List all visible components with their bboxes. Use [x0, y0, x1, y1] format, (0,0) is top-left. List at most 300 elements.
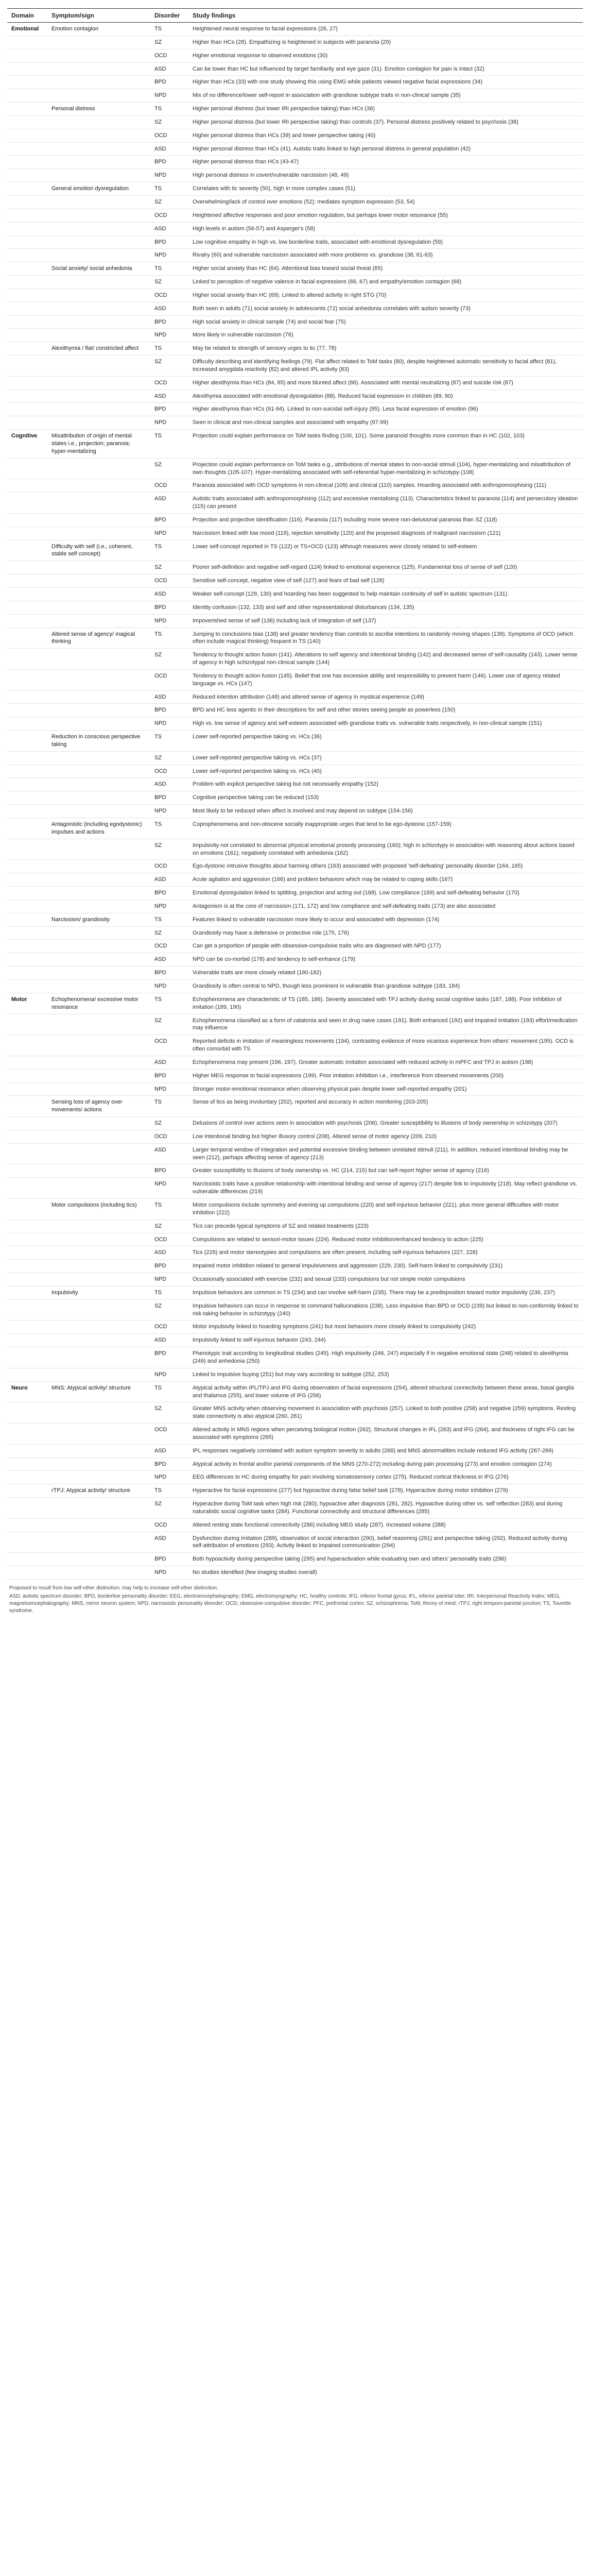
finding-cell: Dysfunction during imitation (289), observation of social interaction (290), belief reasoning (291) and perspective taking (292). Reduced activity during self-attribution of emotions (293). Activity linked to impaired communication (294) [188, 1532, 583, 1553]
symptom-cell [47, 1082, 150, 1096]
table-row [7, 62, 583, 76]
disorder-cell: BPD [150, 601, 188, 614]
table-row [7, 1498, 583, 1519]
finding-cell: Higher emotional response to observed emotions (30) [188, 49, 583, 62]
domain-cell: Neuro [7, 1381, 47, 1402]
table-row [7, 1484, 583, 1498]
symptom-cell [47, 1518, 150, 1532]
table-row [7, 389, 583, 403]
disorder-cell: BPD [150, 513, 188, 527]
header-row [7, 9, 583, 23]
finding-cell: Impulsive behaviors are common in TS (234) and can involve self-harm (235). There may be a predisposition toward motor impulsivity (236, 237) [188, 1286, 583, 1299]
domain-cell [7, 1518, 47, 1532]
disorder-cell: ASD [150, 587, 188, 601]
disorder-cell: OCD [150, 860, 188, 873]
symptom-cell: Misattribution of origin of mental states i.e., projection; paranoia; hyper-mentalizing [47, 430, 150, 459]
domain-cell [7, 818, 47, 839]
table-row [7, 1381, 583, 1402]
symptom-cell [47, 765, 150, 778]
disorder-cell: NPD [150, 979, 188, 993]
disorder-cell: OCD [150, 940, 188, 953]
domain-cell [7, 791, 47, 805]
finding-cell: Higher personal distress (but lower IRI perspective taking) than HCs (36) [188, 103, 583, 116]
domain-cell [7, 156, 47, 169]
symptom-cell: Altered sense of agency/ magical thinking [47, 628, 150, 649]
finding-cell: Impoverished sense of self (136) including lack of integration of self (137) [188, 614, 583, 628]
finding-cell: Overwhelming/lack of control over emotions (52); mediates symptom expression (53, 54) [188, 195, 583, 209]
finding-cell: Hyperactive for facial expressions (277) but hypoactive during false belief task (278). Hyperactive during motor inhibition (279) [188, 1484, 583, 1498]
disorder-cell: TS [150, 182, 188, 196]
finding-cell: Low intentional binding but higher illusory control (208). Altered sense of motor agency (209, 210) [188, 1130, 583, 1143]
disorder-cell: ASD [150, 1532, 188, 1553]
table-row [7, 818, 583, 839]
table-row [7, 479, 583, 493]
domain-cell [7, 1130, 47, 1143]
disorder-cell: SZ [150, 276, 188, 289]
symptom-cell [47, 479, 150, 493]
domain-cell [7, 289, 47, 302]
disorder-cell: OCD [150, 129, 188, 142]
symptom-cell [47, 169, 150, 182]
domain-cell [7, 1286, 47, 1299]
symptom-cell [47, 289, 150, 302]
domain-cell [7, 315, 47, 329]
domain-cell [7, 36, 47, 49]
symptom-cell: Social anxiety/ social anhedonia [47, 262, 150, 276]
domain-cell [7, 1553, 47, 1566]
finding-cell: Lower self-reported perspective taking vs. HCs (37) [188, 751, 583, 765]
symptom-cell [47, 276, 150, 289]
finding-cell: Both seen in adults (71) social anxiety in adolescents (72) social anhedonia correlates with autism severity (73) [188, 302, 583, 315]
domain-cell [7, 342, 47, 355]
domain-cell [7, 1532, 47, 1553]
finding-cell: Can get a proportion of people with obsessive-compulsive traits who are diagnosed with NPD (177) [188, 940, 583, 953]
table-row [7, 1566, 583, 1580]
table-row [7, 182, 583, 196]
disorder-cell: TS [150, 540, 188, 561]
table-row [7, 1233, 583, 1246]
table-row [7, 355, 583, 377]
domain-cell [7, 1035, 47, 1056]
symptom-cell [47, 315, 150, 329]
table-row [7, 262, 583, 276]
table-row [7, 289, 583, 302]
finding-cell: Paranoia associated with OCD symptoms in non-clinical (109) and clinical (110) samples. Hoarding associated with anthropomorphising (111) [188, 479, 583, 493]
finding-cell: Impulsivity not correlated to abnormal physical emotional prosody processing (160); high in schizotypy in association with reasoning about actions based on emotions (161); negatively correlated with anhedonia (162) [188, 839, 583, 860]
disorder-cell: ASD [150, 1334, 188, 1347]
domain-cell [7, 1444, 47, 1458]
finding-cell: Jumping to conclusions bias (138) and greater tendency than controls to ascribe intentions to randomly moving shapes (139). Symptoms of OCD (which often include magical thinking) frequent in TS (140) [188, 628, 583, 649]
domain-cell [7, 235, 47, 249]
symptom-cell [47, 1233, 150, 1246]
domain-cell [7, 765, 47, 778]
symptom-cell [47, 36, 150, 49]
table-row [7, 115, 583, 129]
disorder-cell: NPD [150, 805, 188, 818]
table-row [7, 1368, 583, 1381]
disorder-cell: TS [150, 1199, 188, 1220]
disorder-cell: NPD [150, 89, 188, 103]
table-row [7, 142, 583, 156]
table-row [7, 873, 583, 887]
disorder-cell: ASD [150, 493, 188, 514]
table-row [7, 169, 583, 182]
domain-cell [7, 49, 47, 62]
finding-cell: Sensitive self-concept, negative view of self (127) and fears of bad self (128) [188, 574, 583, 588]
disorder-cell: SZ [150, 195, 188, 209]
disorder-cell: BPD [150, 156, 188, 169]
domain-cell [7, 887, 47, 900]
table-row [7, 1143, 583, 1164]
symptom-cell [47, 860, 150, 873]
symptom-cell [47, 574, 150, 588]
finding-cell: Rivalry (60) and vulnerable narcissism associated with more problems vs. grandiose (38, 61-63) [188, 249, 583, 262]
finding-cell: Higher personal distress (but lower IRI perspective taking) than controls (37). Personal distress positively related to psychosis (38) [188, 115, 583, 129]
table-row [7, 1273, 583, 1286]
symptom-cell [47, 209, 150, 222]
symptom-cell [47, 76, 150, 89]
domain-cell [7, 574, 47, 588]
symptom-cell [47, 62, 150, 76]
finding-cell: Autistic traits associated with anthropomorphising (112) and excessive mentalising (113). Characteristics linked to paranoia (114) and persecutory ideation (115) can present [188, 493, 583, 514]
symptom-cell [47, 1035, 150, 1056]
table-row [7, 791, 583, 805]
disorder-cell: NPD [150, 1471, 188, 1484]
table-row [7, 249, 583, 262]
domain-cell [7, 1458, 47, 1471]
disorder-cell: TS [150, 1381, 188, 1402]
domain-cell [7, 751, 47, 765]
finding-cell: Higher social anxiety than HC (69). Linked to altered activity in right STG (70) [188, 289, 583, 302]
domain-cell [7, 669, 47, 690]
domain-cell [7, 1233, 47, 1246]
finding-cell: Atypical activity within IPL/TPJ and IFG during observation of facial expressions (254), altered structural connectivity between these areas, basal ganglia and thalamus (255), and lower volume of IFG (256) [188, 1381, 583, 1402]
symptom-cell [47, 49, 150, 62]
domain-cell [7, 329, 47, 342]
table-row [7, 669, 583, 690]
disorder-cell: ASD [150, 302, 188, 315]
disorder-cell: OCD [150, 765, 188, 778]
table-row [7, 953, 583, 967]
disorder-cell: SZ [150, 458, 188, 479]
finding-cell: Greater MNS activity when observing movement in association with psychosis (257). Linked to both positive (258) and negative (259) symptoms. Resting state connectivity is also atypical (260, 261) [188, 1402, 583, 1423]
finding-cell: Acute agitation and aggression (166) and problem behaviors which may be related to coping skills (167) [188, 873, 583, 887]
finding-cell: Correlates with tic severity (50), high in more complex cases (51) [188, 182, 583, 196]
disorder-cell: NPD [150, 1178, 188, 1199]
domain-cell [7, 979, 47, 993]
symptom-cell [47, 1347, 150, 1368]
symptom-cell: Reduction in conscious perspective taking [47, 731, 150, 752]
domain-cell [7, 778, 47, 791]
header-findings: Study findings [188, 9, 583, 23]
disorder-cell: ASD [150, 222, 188, 235]
domain-cell [7, 195, 47, 209]
finding-cell: Higher than HCs (33) with one study showing this using EMG while patients viewed negative facial expressions (34) [188, 76, 583, 89]
finding-cell: Sense of tics as being involuntary (202), reported and accuracy in action monitoring (203-205) [188, 1096, 583, 1117]
table-row [7, 1553, 583, 1566]
symptom-cell: Alexithymia / flat/ constricted affect [47, 342, 150, 355]
symptom-cell: Motor compulsions (including tics) [47, 1199, 150, 1220]
disorder-cell: SZ [150, 1299, 188, 1320]
disorder-cell: ASD [150, 873, 188, 887]
domain-cell [7, 89, 47, 103]
table-row [7, 36, 583, 49]
disorder-cell: TS [150, 1096, 188, 1117]
disorder-cell: SZ [150, 839, 188, 860]
domain-cell [7, 1082, 47, 1096]
finding-cell: Linked to impulsive buying (251) but may vary according to subtype (252, 253) [188, 1368, 583, 1381]
table-row [7, 1014, 583, 1035]
disorder-cell: NPD [150, 1368, 188, 1381]
symptom-cell [47, 1334, 150, 1347]
disorder-cell: NPD [150, 1273, 188, 1286]
table-row [7, 900, 583, 913]
symptom-cell: MNS: Atypical activity/ structure [47, 1381, 150, 1402]
symptom-cell: Antagonistic (including egodystonic) impulses and actions [47, 818, 150, 839]
finding-cell: Both hypoactivity during perspective taking (295) and hyperactivation while evaluating own and others' personality traits (296) [188, 1553, 583, 1566]
table-row [7, 1164, 583, 1178]
domain-cell [7, 1498, 47, 1519]
finding-cell: Projection and projective identification (116). Paranoia (117) including more severe non-delusional paranoia than SZ (118) [188, 513, 583, 527]
finding-cell: Atypical activity in frontal and/or parietal components of the MNS (270-272) including during pain processing (273) and emotion contagion (274) [188, 1458, 583, 1471]
domain-cell [7, 953, 47, 967]
symptom-cell: Personal distress [47, 103, 150, 116]
symptom-cell [47, 900, 150, 913]
table-row [7, 156, 583, 169]
footnote-1: Proposed to result from low self-other distinction; may help to increase self-other distinction. [9, 1585, 218, 1591]
symptom-cell [47, 1117, 150, 1130]
domain-cell [7, 614, 47, 628]
table-row [7, 235, 583, 249]
finding-cell: Altered activity in MNS regions when perceiving biological motion (262). Structural changes in IFL (263) and IFG (264), and thickness of right IFG can be associated with symptoms (265) [188, 1423, 583, 1445]
finding-cell: IPL responses negatively correlated with autism symptom severity in adults (266) and MNS abnormalities include reduced IFG activity (267-269) [188, 1444, 583, 1458]
symptom-cell [47, 1299, 150, 1320]
finding-cell: More likely in vulnerable narcissism (76) [188, 329, 583, 342]
domain-cell [7, 805, 47, 818]
table-row [7, 103, 583, 116]
symptom-cell [47, 142, 150, 156]
symptom-cell [47, 1498, 150, 1519]
symptom-cell: Difficulty with self (i.e., coherent, stable self concept) [47, 540, 150, 561]
disorder-cell: SZ [150, 1117, 188, 1130]
domain-cell [7, 1566, 47, 1580]
domain-cell [7, 76, 47, 89]
table-row [7, 614, 583, 628]
table-row [7, 967, 583, 980]
finding-cell: No studies identified (few imaging studies overall) [188, 1566, 583, 1580]
finding-cell: Stronger motor-emotional resonance when observing physical pain despite lower self-reported empathy (201) [188, 1082, 583, 1096]
domain-cell [7, 860, 47, 873]
table-row [7, 1334, 583, 1347]
finding-cell: Higher MEG response to facial expressions (199). Poor imitation inhibition i.e., interference from observed movements (200) [188, 1069, 583, 1082]
table-row [7, 458, 583, 479]
finding-cell: Altered resting state functional connectivity (286) including MEG study (287). Increased volume (288) [188, 1518, 583, 1532]
disorder-cell: NPD [150, 614, 188, 628]
symptom-cell [47, 1246, 150, 1260]
table-row [7, 805, 583, 818]
disorder-cell: TS [150, 23, 188, 36]
finding-cell: Echophenomena may present (196, 197). Greater automatic imitation associated with reduced activity in mPFC and TPJ in autism (198) [188, 1056, 583, 1069]
disorder-cell: NPD [150, 900, 188, 913]
finding-cell: Reported deficits in imitation of meaningless movements (194), contrasting evidence of more vicarious experience from others' movement (195). OCD is often comorbid with TS [188, 1035, 583, 1056]
table-row [7, 926, 583, 940]
symptom-cell [47, 302, 150, 315]
finding-cell: Lower self-reported perspective taking vs. HCs (40) [188, 765, 583, 778]
table-row [7, 342, 583, 355]
finding-cell: Can be lower than HC but influenced by target familiarity and eye gaze (31). Emotion contagion for pain is intact (32) [188, 62, 583, 76]
symptom-cell [47, 887, 150, 900]
table-row [7, 513, 583, 527]
table-row [7, 778, 583, 791]
disorder-cell: NPD [150, 717, 188, 731]
finding-cell: Impaired motor inhibition related to general impulsiveness and aggression (229, 230). Self-harm linked to compulsivity (231) [188, 1260, 583, 1273]
disorder-cell: TS [150, 262, 188, 276]
finding-cell: Projection could explain performance on ToM tasks e.g., attributions of mental states to non-social stimuli (104), hyper-mentalizing and misattribution of own thoughts (105-107). Hyper-mentalizing associated with self-referential hyper-mentalizing in schizotypy (108) [188, 458, 583, 479]
symptom-cell [47, 1444, 150, 1458]
table-row [7, 649, 583, 670]
finding-cell: Heightened neural response to facial expressions (26, 27) [188, 23, 583, 36]
domain-cell [7, 1260, 47, 1273]
disorder-cell: NPD [150, 249, 188, 262]
symptom-cell [47, 129, 150, 142]
finding-cell: Reduced intention attribution (148) and altered sense of agency in mystical experience (149) [188, 690, 583, 704]
table-row [7, 1286, 583, 1299]
finding-cell: Antagonism is at the core of narcissism (171, 172) and low compliance and self-defeating traits (173) are also associated [188, 900, 583, 913]
symptom-cell [47, 690, 150, 704]
domain-cell [7, 103, 47, 116]
domain-cell [7, 1368, 47, 1381]
disorder-cell: ASD [150, 1143, 188, 1164]
disorder-cell: OCD [150, 49, 188, 62]
domain-cell: Emotional [7, 23, 47, 36]
symptom-cell [47, 839, 150, 860]
symptom-cell [47, 805, 150, 818]
header-domain: Domain [7, 9, 47, 23]
disorder-cell: SZ [150, 36, 188, 49]
symptom-cell [47, 493, 150, 514]
disorder-cell: OCD [150, 1423, 188, 1445]
disorder-cell: BPD [150, 403, 188, 416]
table-row [7, 993, 583, 1014]
finding-cell: High vs. low sense of agency and self-esteem associated with grandiose traits vs. vulnerable traits respectively, in non-clinical sample (151) [188, 717, 583, 731]
symptom-cell [47, 1402, 150, 1423]
table-row [7, 527, 583, 540]
finding-cell: High personal distress in covert/vulnerable narcissism (48, 49) [188, 169, 583, 182]
disorder-cell: BPD [150, 1553, 188, 1566]
table-row [7, 1199, 583, 1220]
table-row [7, 1178, 583, 1199]
domain-cell [7, 1219, 47, 1233]
domain-cell [7, 513, 47, 527]
footnote-2: ASD, autistic spectrum disorder; BPD, borderline personality disorder; EEG, electroencephalography; EMG, electromyography; HC, healthy controls; IFG, inferior frontal gyrus; IFL, inferior parietal lobe; IRI, Interpersonal Reactivity Index; MEG, magnetoencephalography; MNS, mirror neuron system; NPD, narcissistic personality disorder; OCD, obsessive-compulsive disorder; PFC, prefrontal cortex; SZ, schizophrenia; ToM, theory of mind; rTPJ, right temporo-parietal junction; TS, Tourette syndrome. [9, 1594, 571, 1614]
finding-cell: Low cognitive empathy in high vs. low borderline traits, associated with emotional dysregulation (59) [188, 235, 583, 249]
domain-cell [7, 1056, 47, 1069]
symptom-cell: Sensing loss of agency over movements/ actions [47, 1096, 150, 1117]
table-row [7, 731, 583, 752]
symptom-cell: General emotion dysregulation [47, 182, 150, 196]
table-row [7, 493, 583, 514]
table-row [7, 1082, 583, 1096]
table-row [7, 1471, 583, 1484]
finding-cell: Larger temporal window of integration and potential excessive binding between unrelated stimuli (211). In addition, reduced intentional binding may be seen (212), perhaps affecting sense of agency (213) [188, 1143, 583, 1164]
disorder-cell: TS [150, 731, 188, 752]
finding-cell: Alexithymia associated with emotional dysregulation (88). Reduced facial expression in children (89, 90) [188, 389, 583, 403]
disorder-cell: ASD [150, 778, 188, 791]
symptom-cell [47, 1130, 150, 1143]
table-row [7, 1035, 583, 1056]
symptom-cell [47, 940, 150, 953]
symptom-cell [47, 1566, 150, 1580]
symptom-cell [47, 235, 150, 249]
table-row [7, 979, 583, 993]
domain-cell [7, 276, 47, 289]
symptom-cell [47, 751, 150, 765]
disorder-cell: BPD [150, 791, 188, 805]
finding-cell: Delusions of control over actions seen in association with psychosis (206). Greater susceptibility to illusions of body ownership in schizotypy (207) [188, 1117, 583, 1130]
table-row [7, 940, 583, 953]
disorder-cell: SZ [150, 1402, 188, 1423]
finding-cell: Features linked to vulnerable narcissism more likely to occur and associated with depression (174) [188, 913, 583, 926]
table-row [7, 1518, 583, 1532]
disorder-cell: OCD [150, 289, 188, 302]
disorder-cell: TS [150, 628, 188, 649]
domain-cell [7, 1164, 47, 1178]
finding-cell: High social anxiety in clinical sample (74) and social fear (75) [188, 315, 583, 329]
disorder-cell: TS [150, 993, 188, 1014]
symptom-cell [47, 115, 150, 129]
domain-cell [7, 913, 47, 926]
finding-cell: Echophenomena classified as a form of catatonia and seen in drug naive cases (191). Both enhanced (192) and impaired imitation (193) effort/medication may influence [188, 1014, 583, 1035]
table-header [7, 9, 583, 23]
symptom-cell [47, 513, 150, 527]
domain-cell [7, 355, 47, 377]
table-body [7, 23, 583, 1580]
table-row [7, 628, 583, 649]
domain-cell [7, 926, 47, 940]
symptom-cell: rTPJ: Atypical activity/ structure [47, 1484, 150, 1498]
table-row [7, 717, 583, 731]
finding-cell: Greater susceptibility to illusions of body ownership vs. HC (214, 215) but can self-report higher sense of agency (216) [188, 1164, 583, 1178]
finding-cell: Narcissism linked with low mood (119), rejection sensitivity (120) and the proposed diagnosis of malignant narcissism (121) [188, 527, 583, 540]
table-row [7, 302, 583, 315]
table-row [7, 1532, 583, 1553]
domain-cell [7, 649, 47, 670]
disorder-cell: TS [150, 913, 188, 926]
table-row [7, 416, 583, 430]
finding-cell: Lower self-concept reported in TS (122) or TS+OCD (123) although measures were closely related to self-esteem [188, 540, 583, 561]
finding-cell: Tics (226) and motor stereotypies and compulsions are often present, including self-injurious behaviors (227, 228) [188, 1246, 583, 1260]
finding-cell: Grandiosity is often central to NPD, though less prominent in vulnerable than grandiose subtype (183, 184) [188, 979, 583, 993]
symptom-cell: Impulsivity [47, 1286, 150, 1299]
symptom-cell [47, 156, 150, 169]
table-row [7, 1130, 583, 1143]
table-row [7, 1320, 583, 1334]
table-row [7, 1069, 583, 1082]
table-row [7, 76, 583, 89]
domain-cell [7, 527, 47, 540]
symptom-cell [47, 1143, 150, 1164]
finding-cell: Ego-dystonic intrusive thoughts about harming others (163) associated with proposed 'self-defeating' personality disorder (164, 165) [188, 860, 583, 873]
finding-cell: Occasionally associated with exercise (232) and sexual (233) compulsions but not simple motor compulsions [188, 1273, 583, 1286]
table-footnotes [7, 1585, 583, 1615]
finding-cell: Higher than HCs (28). Empathizing is heightened in subjects with paranoia (29) [188, 36, 583, 49]
domain-cell [7, 967, 47, 980]
disorder-cell: SZ [150, 649, 188, 670]
table-row [7, 376, 583, 389]
domain-cell [7, 376, 47, 389]
domain-cell [7, 1347, 47, 1368]
domain-cell [7, 1423, 47, 1445]
